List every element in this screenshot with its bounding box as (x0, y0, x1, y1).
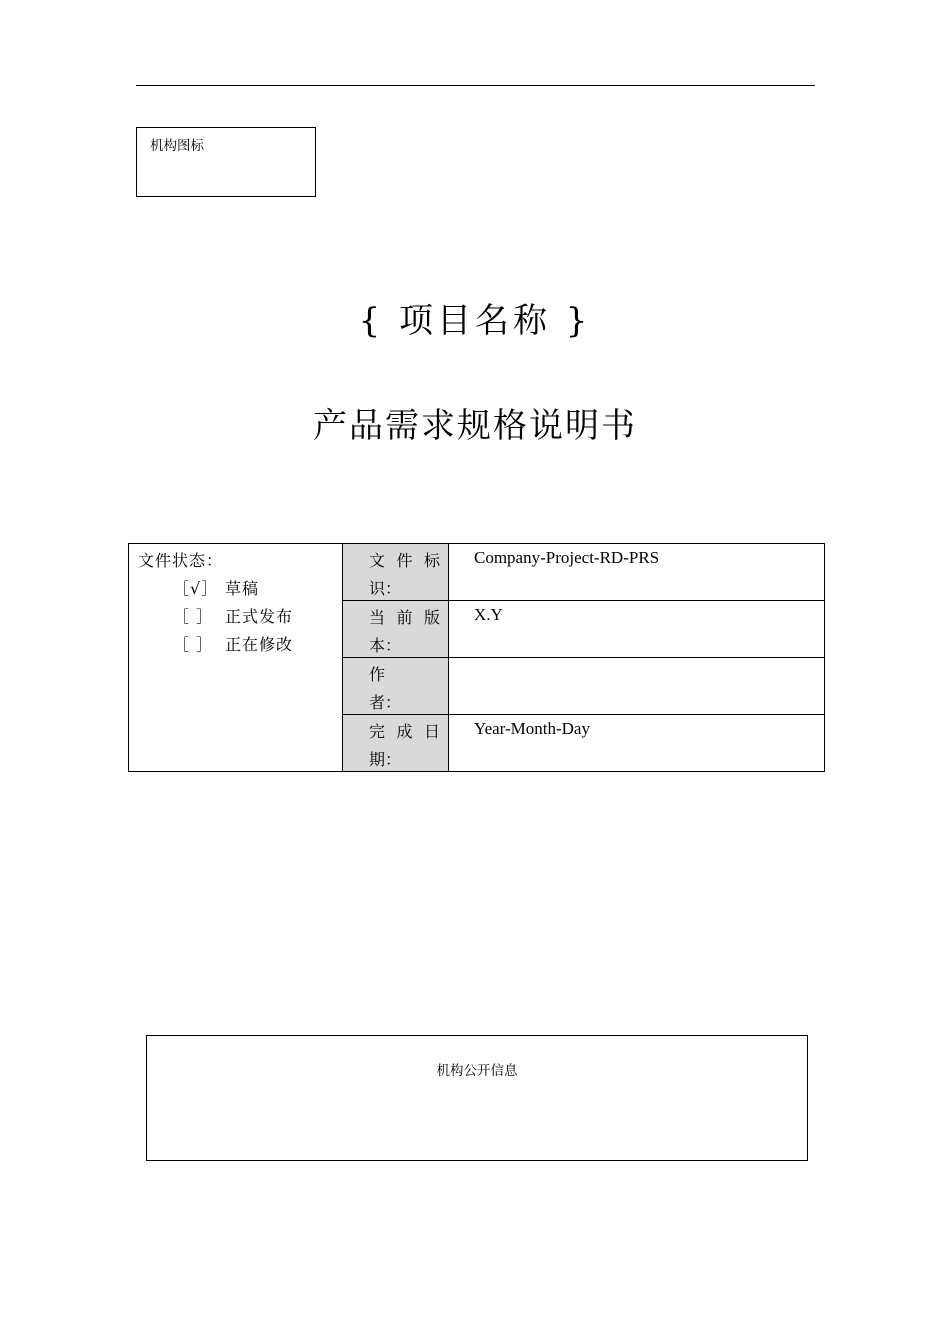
status-checkbox: ［ ］ (173, 635, 214, 654)
field-label-line2: 识： (369, 579, 402, 598)
organization-logo-placeholder (136, 127, 316, 197)
status-label: 文件状态： (138, 551, 224, 570)
project-name: { 项目名称 } (358, 301, 592, 341)
completion-date-value: Year-Month-Day (474, 719, 590, 738)
logo-placeholder-label: 机构图标 (150, 138, 204, 154)
table-row (129, 544, 825, 601)
status-checkbox: ［√］ (173, 579, 219, 598)
status-option-draft (173, 576, 259, 598)
completion-date-value-cell (449, 715, 825, 772)
document-status-cell (129, 544, 343, 772)
document-id-value-cell (449, 544, 825, 601)
field-label-cell (343, 715, 449, 772)
field-label-line2: 者： (369, 693, 402, 712)
field-label-line2: 本： (369, 636, 402, 655)
version-value: X.Y (474, 605, 503, 624)
document-id-value: Company-Project-RD-PRS (474, 548, 660, 567)
status-option-label: 草稿 (225, 579, 260, 598)
version-value-cell (449, 601, 825, 658)
status-checkbox: ［ ］ (173, 607, 214, 626)
public-info-box (146, 1035, 808, 1161)
document-info-table (128, 543, 825, 772)
author-value-cell (449, 658, 825, 715)
status-option-label: 正在修改 (225, 635, 294, 654)
field-label-cell (343, 658, 449, 715)
public-info-label: 机构公开信息 (436, 1063, 518, 1079)
document-title: 产品需求规格说明书 (313, 406, 637, 446)
status-option-released (173, 604, 293, 626)
status-option-label: 正式发布 (225, 607, 294, 626)
field-label-line1: 当前版 (369, 608, 440, 627)
field-label-cell (343, 544, 449, 601)
field-label-line1: 文件标 (369, 551, 440, 570)
field-label-line1: 完成日 (369, 722, 440, 741)
field-label-line1: 作 (369, 665, 386, 684)
header-rule (136, 85, 815, 86)
field-label-cell (343, 601, 449, 658)
status-option-modifying (173, 632, 293, 654)
field-label-line2: 期： (369, 750, 402, 769)
